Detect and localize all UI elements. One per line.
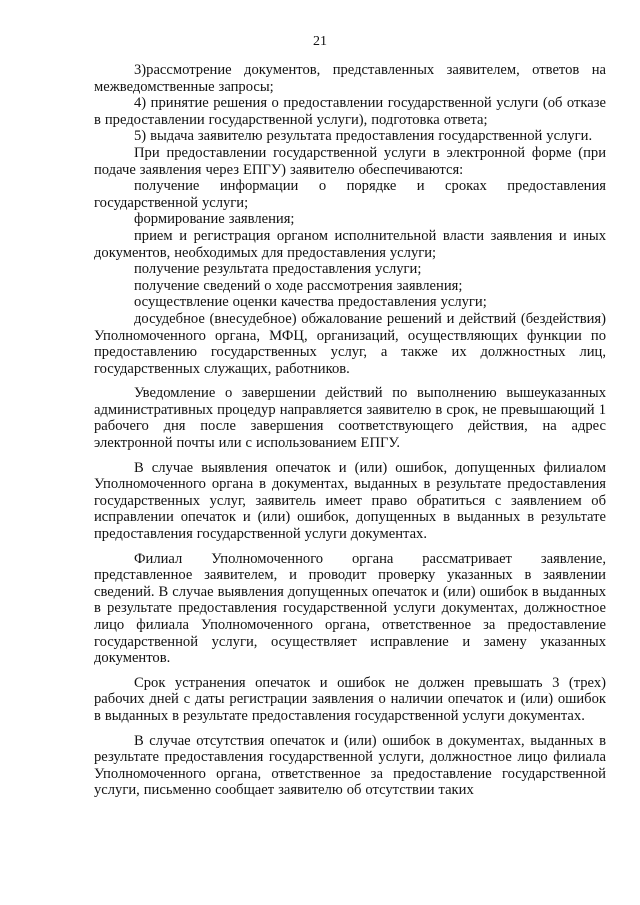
list-item-quality: осуществление оценки качества предоставления услуги; [134,294,487,311]
paragraph-errors-deadline: Срок устранения опечаток и ошибок не должен превышать 3 (трех) рабочих дней с даты регистрации заявления о наличии опечаток и (или) ошибок в выданных в результате предоставления государственной услуги документах. [94,674,606,724]
document-body [94,62,606,799]
paragraph-procedure-4: 4) принятие решения о предоставлении государственной услуги (об отказе в предоставлении государственной услуги), подготовка ответа; [94,95,606,128]
list-item-status: получение сведений о ходе рассмотрения заявления; [134,277,463,294]
paragraph-errors-right: В случае выявления опечаток и (или) ошибок, допущенных филиалом Уполномоченного органа в документах, выданных в результате предоставления государственных услуг, заявитель имеет право обратиться с заявлением об исправлении опечаток и (или) ошибок, допущенных в выданных в результате предоставления государственной услуги документах. [94,459,606,543]
paragraph-no-errors: В случае отсутствия опечаток и (или) ошибок в документах, выданных в результате предоставления государственной услуги, должностное лицо филиала Уполномоченного органа, ответственное за предоставление государственной услуги, письменно сообщает заявителю об отсутствии таких [94,732,606,799]
list-item-appeal: досудебное (внесудебное) обжалование решений и действий (бездействия) Уполномоченного органа, МФЦ, организаций, осуществляющих функции по предоставлению государственных услуг, а также их должностных лиц, государственных служащих, работников. [94,310,606,377]
paragraph-errors-review: Филиал Уполномоченного органа рассматривает заявление, представленное заявителем, и проводит проверку указанных в заявлении сведений. В случае выявления допущенных опечаток и (или) ошибок в выданных в результате предоставления государственной услуги документах, должностное лицо филиала Уполномоченного органа, ответственное за предоставление государственной услуги, осуществляет исправление и замену указанных документов. [94,550,606,667]
list-item-info: получение информации о порядке и сроках предоставления государственной услуги; [94,178,606,211]
page-number: 21 [313,34,327,49]
list-item-form-application: формирование заявления; [134,211,295,228]
paragraph-electronic-form-intro: При предоставлении государственной услуги в электронной форме (при подаче заявления через ЕПГУ) заявителю обеспечиваются: [94,144,606,178]
paragraph-procedure-5: 5) выдача заявителю результата предоставления государственной услуги. [134,128,593,145]
list-item-result: получение результата предоставления услуги; [134,261,422,278]
paragraph-notification: Уведомление о завершении действий по выполнению вышеуказанных административных процедур направляется заявителю в срок, не превышающий 1 рабочего дня после завершения соответствующего действия, на адрес электронной почты или с использованием ЕПГУ. [94,385,606,452]
list-item-reception: прием и регистрация органом исполнительной власти заявления и иных документов, необходимых для предоставления услуги; [94,227,606,261]
paragraph-procedure-3: 3)рассмотрение документов, представленных заявителем, ответов на межведомственные запросы; [94,62,606,95]
